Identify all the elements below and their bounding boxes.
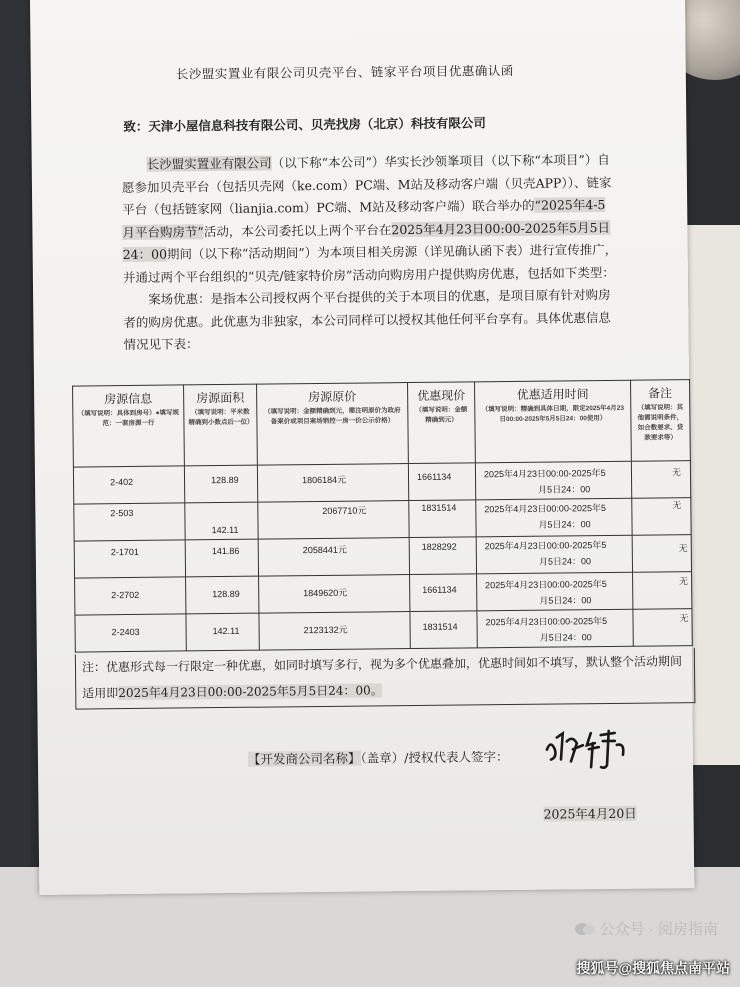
letter-body <box>122 149 619 357</box>
cell-time: 2025年4月23日00:00-2025年5 月5日24：00 <box>476 498 632 537</box>
cell-unit: 2-402 <box>73 466 184 504</box>
background-left <box>0 0 30 987</box>
cell-time: 2025年4月23日00:00-2025年5 月5日24：00 <box>476 535 632 574</box>
document-title: 长沙盟实置业有限公司贝壳平台、链家平台项目优惠确认函 <box>175 62 514 82</box>
cell-time: 2025年4月23日00:00-2025年5 月5日24：00 <box>475 461 631 500</box>
event-name: “2025年4-5月平台购房节” <box>122 196 606 240</box>
cell-area: 142.11 <box>185 502 258 540</box>
cell-time: 2025年4月23日00:00-2025年5 月5日24：00 <box>477 572 633 611</box>
cell-time: 2025年4月23日00:00-2025年5 月5日24：00 <box>477 609 633 648</box>
cell-current: 1828292 <box>409 537 476 575</box>
table-row <box>75 572 692 615</box>
cell-original: 2058441元 <box>258 538 409 577</box>
paragraph-1: 长沙盟实置业有限公司（以下称“本公司”）华实长沙领峯项目（以下称“本项目”）自愿参加贝壳平台（包括贝壳网（ke.com）PC端、M站及移动客户端（贝壳APP））、链家平台（包括链家网（lianjia.com）PC端、M站及移动客户端）联合举办的“2025年4-5月平台购房节”活动，本公司委托以上两个平台在2025年4月23日00:00-2025年5月5日24：00期间（以下称“活动期间”）为本项目相关房源（详见确认函下表）进行宣传推广，并通过两个平台组织的“贝壳/链家特价房”活动向购房用户提供购房优惠，包括如下类型： <box>121 151 618 285</box>
header-area: 房源面积 （填写说明：平米数精确到小数点后一位） <box>184 384 258 466</box>
offer-table <box>72 379 693 652</box>
cell-note: 无 <box>632 498 691 536</box>
table-row <box>75 609 692 652</box>
cell-area: 128.89 <box>186 576 259 614</box>
cell-note: 无 <box>632 535 691 573</box>
cell-note: 无 <box>631 461 690 499</box>
event-period: 2025年4月23日00:00-2025年5月5日24：00 <box>122 219 611 263</box>
cell-note: 无 <box>633 609 692 647</box>
cell-note: 无 <box>633 572 692 610</box>
table-row <box>73 461 690 504</box>
cell-current: 1661134 <box>408 463 475 501</box>
handwritten-signature <box>543 719 634 775</box>
cell-unit: 2-2702 <box>75 577 186 615</box>
document-page <box>30 0 694 895</box>
cell-current: 1831514 <box>409 500 476 538</box>
cell-current: 1831514 <box>410 611 477 649</box>
header-unit: 房源信息 （填写说明：具体到房号）●填写规范：一套房源一行 <box>73 385 185 467</box>
cell-unit: 2-1701 <box>74 540 185 578</box>
cell-original: 2123132元 <box>259 612 410 651</box>
cell-area: 128.89 <box>184 465 257 503</box>
header-current-price: 优惠现价 （填写说明：金额精确到元） <box>408 382 476 464</box>
addressee-line: 致：天津小屋信息科技有限公司、贝壳找房（北京）科技有限公司 <box>123 115 486 135</box>
header-original-price: 房源原价 （填写说明：金额精确到元，需注明原价为政府备案价或项目案场销控一房一价公示价格） <box>257 383 409 466</box>
table-row <box>74 535 691 578</box>
cell-area: 141.86 <box>185 539 258 577</box>
cell-unit: 2-503 <box>74 503 185 541</box>
wechat-icon <box>574 922 596 936</box>
cell-current: 1661134 <box>410 574 477 612</box>
table-row <box>74 498 691 541</box>
document-date: 2025年4月20日 <box>543 805 637 822</box>
table-header-row <box>73 380 691 467</box>
paragraph-2: 案场优惠：是指本公司授权两个平台提供的关于本项目的优惠，是项目原有针对购房者的购房优惠。此优惠为非独家，本公司同样可以授权其他任何平台享有。具体优惠信息情况见下表： <box>123 286 611 353</box>
cell-original: 2067710元 <box>258 501 409 540</box>
cell-unit: 2-2403 <box>75 614 186 652</box>
cell-original: 1806184元 <box>257 464 408 503</box>
cell-area: 142.11 <box>186 613 259 651</box>
footnote-period: 2025年4月23日00:00-2025年5月5日24：00。 <box>118 683 383 701</box>
signature-line: 【开发商公司名称】（盖章）/授权代表人签字： <box>247 749 509 767</box>
header-time: 优惠适用时间 （填写说明：精确到具体日期，限定2025年4月23日00:00-2025年5月5日24：00使用） <box>475 380 632 463</box>
cell-original: 1849620元 <box>259 575 410 614</box>
watermark-account: 公众号 · 阅房指南 <box>574 918 718 939</box>
header-note: 备注 （填写说明：其他需说明条件，如合数要求、贷款要求等） <box>631 380 691 462</box>
watermark-source: 搜狐号@搜狐焦点南平站 <box>576 960 730 976</box>
table-footnote: 注：优惠形式每一行限定一种优惠，如同时填写多行，视为多个优惠叠加，优惠时间如不填写，默认整个活动期间适用即2025年4月23日00:00-2025年5月5日24：00。 <box>75 648 696 709</box>
company-name: 长沙盟实置业有限公司 <box>146 155 272 172</box>
